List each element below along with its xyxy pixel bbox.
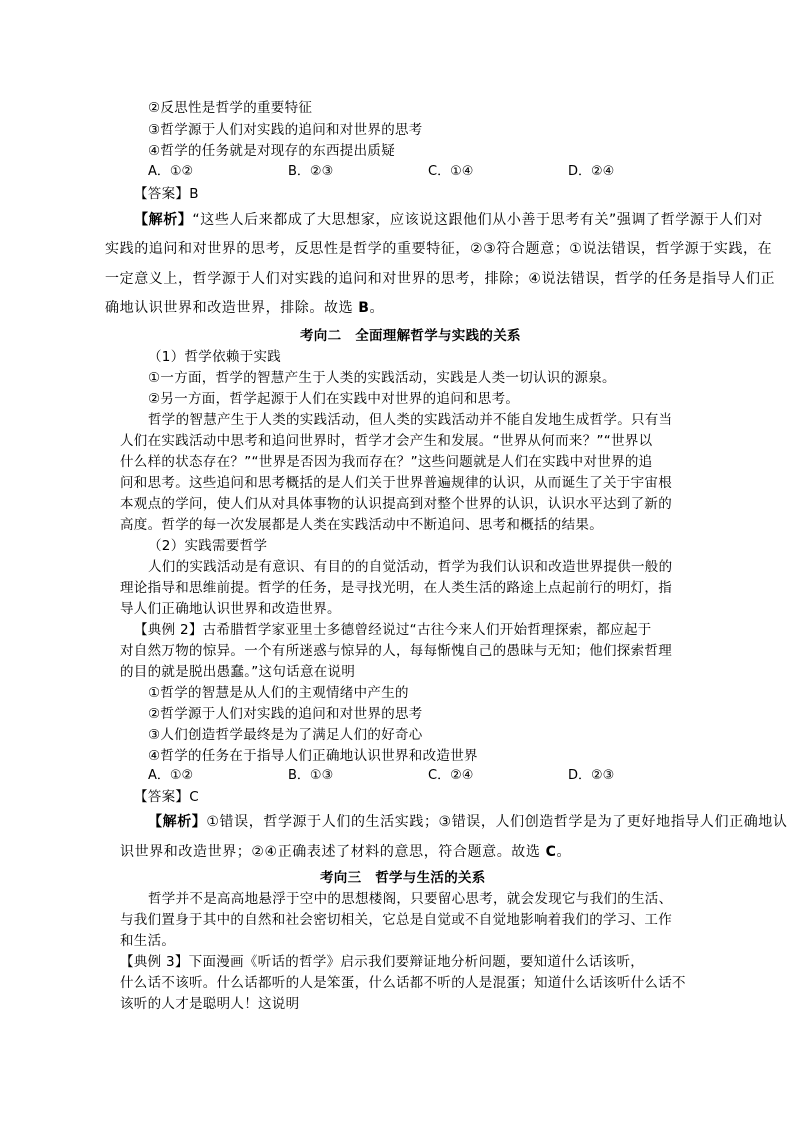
analysis-line-4: 确地认识世界和改造世界，排除。故选 B。 (105, 300, 385, 316)
answer-value: C (189, 789, 199, 805)
subheading-1: （1）哲学依赖于实践 (148, 349, 282, 365)
option-d: D．②④ (568, 164, 615, 179)
answer-value: B (189, 186, 199, 202)
analysis-line-2: 实践的追问和对世界的思考，反思性是哲学的重要特征，②③符合题意；①说法错误，哲学源于实践，在 (105, 241, 773, 257)
analysis-line-3: 一定意义上，哲学源于人们对实践的追问和对世界的思考，排除；④说法错误，哲学的任务是指导人们正 (105, 271, 776, 287)
example-2-line-3: 的目的就是脱出愚蠢。”这句话意在说明 (120, 664, 356, 680)
analysis-line-1: 【解析】“这些人后来都成了大思想家，应该说这跟他们从小善于思考有关”强调了哲学源于人们对 (134, 212, 763, 228)
option-d: D．②③ (568, 768, 615, 783)
paragraph2-line-1: 人们的实践活动是有意识、有目的的自觉活动，哲学为我们认识和改造世界提供一般的 (148, 559, 673, 575)
analysis-answer: B (358, 300, 370, 316)
example-2-analysis-line-1: 【解析】①错误，哲学源于人们的生活实践；③错误，人们创造哲学是为了更好地指导人们正确地认 (148, 814, 788, 830)
answer-label: 【答案】 (134, 186, 190, 202)
option-c: C．①④ (428, 164, 474, 179)
example-2-choice-1: ①哲学的智慧是从人们的主观情绪中产生的 (148, 685, 409, 701)
paragraph-line-4: 问和思考。这些追问和思考概括的是人们关于世界普遍规律的认识，从而诞生了关于宇宙根 (120, 475, 672, 491)
paragraph2-line-3: 导人们正确地认识世界和改造世界。 (120, 601, 341, 617)
section3-paragraph-line-1: 哲学并不是高高地悬浮于空中的思想楼阁，只要留心思考，就会发现它与我们的生活、 (148, 891, 673, 907)
section3-paragraph-line-3: 和生活。 (120, 933, 176, 949)
example-3-line-2: 什么话不该听。什么话都听的人是笨蛋，什么话都不听的人是混蛋；知道什么话该听什么话不 (120, 975, 686, 991)
option-b: B．①③ (288, 768, 334, 783)
analysis-answer: C (545, 844, 557, 860)
example-2-analysis-line-2: 识世界和改造世界；②④正确表述了材料的意思，符合题意。故选 C。 (120, 844, 572, 860)
example-2-answer-line (134, 787, 199, 807)
example-2-choice-4: ④哲学的任务在于指导人们正确地认识世界和改造世界 (148, 748, 478, 764)
section-heading-2: 考向二 全面理解哲学与实践的关系 (300, 328, 521, 344)
paragraph-line-3: 什么样的状态存在？”“世界是否因为我而存在？”这些问题就是人们在实践中对世界的追 (120, 454, 653, 470)
example-2-line-2: 对自然万物的惊异。一个有所迷惑与惊异的人，每每惭愧自己的愚昧与无知；他们探索哲理 (120, 643, 672, 659)
example-2-line-1: 【典例 2】古希腊哲学家亚里士多德曾经说过“古往今来人们开始哲理探索，都应起于 (134, 622, 652, 638)
subheading-2: （2）实践需要哲学 (148, 538, 268, 554)
example-3-line-1: 【典例 3】下面漫画《听话的哲学》启示我们要辩证地分析问题，要知道什么话该听， (120, 954, 645, 970)
choice-3: ③哲学源于人们对实践的追问和对世界的思考 (148, 122, 423, 138)
answer-label: 【答案】 (134, 789, 190, 805)
section-heading-3: 考向三 哲学与生活的关系 (320, 870, 486, 886)
paragraph-line-5: 本观点的学问，使人们从对具体事物的认识提高到对整个世界的认识，认识水平达到了新的 (120, 496, 672, 512)
example-2-choice-2: ②哲学源于人们对实践的追问和对世界的思考 (148, 706, 423, 722)
answer-line (134, 184, 199, 204)
paragraph-line-6: 高度。哲学的每一次发展都是人类在实践活动中不断追问、思考和概括的结果。 (120, 517, 603, 533)
example-2-choice-3: ③人们创造哲学最终是为了满足人们的好奇心 (148, 727, 423, 743)
choice-4: ④哲学的任务就是对现存的东西提出质疑 (148, 143, 396, 159)
paragraph2-line-2: 理论指导和思维前提。哲学的任务，是寻找光明，在人类生活的路途上点起前行的明灯，指 (120, 580, 672, 596)
paragraph-line-1: 哲学的智慧产生于人类的实践活动，但人类的实践活动并不能自发地生成哲学。只有当 (148, 412, 673, 428)
example-3-line-3: 该听的人才是聪明人！这说明 (120, 996, 300, 1012)
paragraph-line-2: 人们在实践活动中思考和追问世界时，哲学才会产生和发展。“世界从何而来？”“世界以 (120, 433, 653, 449)
analysis-label: 【解析】 (134, 212, 193, 228)
option-a: A．①② (148, 768, 194, 783)
point-1: ①一方面，哲学的智慧产生于人类的实践活动，实践是人类一切认识的源泉。 (148, 370, 616, 386)
option-a: A．①② (148, 164, 194, 179)
section3-paragraph-line-2: 与我们置身于其中的自然和社会密切相关，它总是自觉或不自觉地影响着我们的学习、工作 (120, 912, 672, 928)
analysis-label: 【解析】 (148, 814, 207, 830)
point-2: ②另一方面，哲学起源于人们在实践中对世界的追问和思考。 (148, 391, 520, 407)
option-b: B．②③ (288, 164, 334, 179)
option-c: C．②④ (428, 768, 474, 783)
choice-2: ②反思性是哲学的重要特征 (148, 100, 313, 116)
